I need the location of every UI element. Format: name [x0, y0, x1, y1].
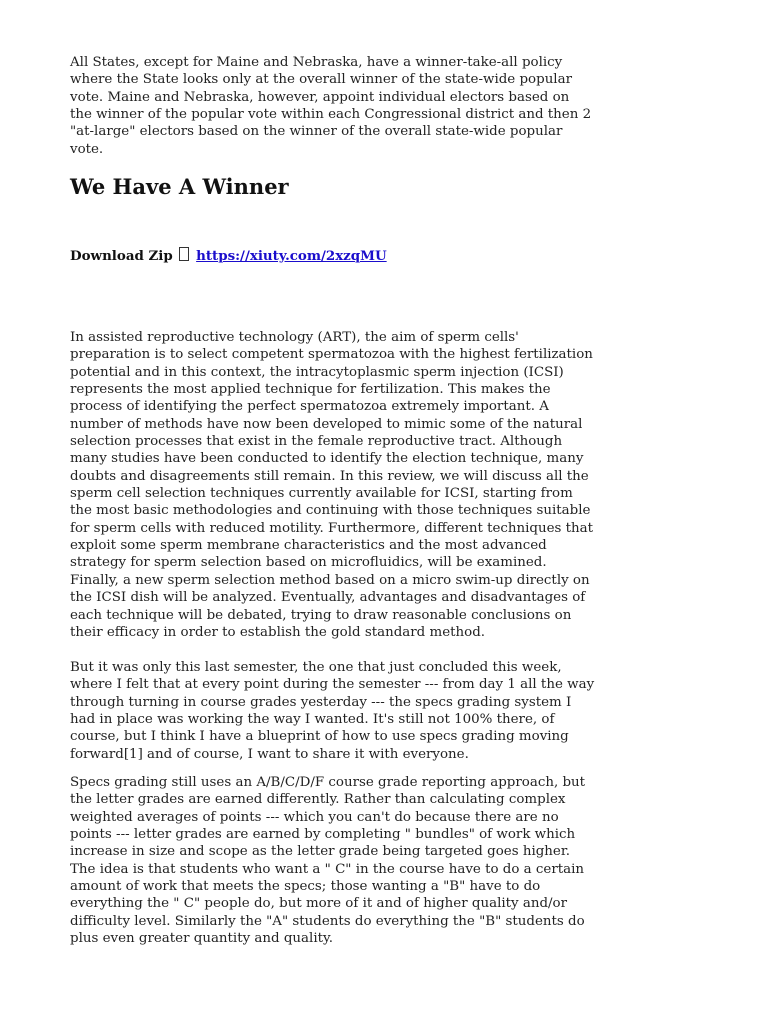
body-paragraph — [70, 329, 593, 641]
text-line: exploit some sperm membrane characteristics and the most advanced — [70, 538, 547, 554]
text-line: the letter grades are earned differently. Rather than calculating complex — [70, 792, 566, 808]
text-line: In assisted reproductive technology (ART), the aim of sperm cells' — [70, 330, 519, 345]
download-line — [70, 247, 387, 264]
intro-paragraph — [70, 54, 591, 158]
text-line: The idea is that students who want a " C" in the course have to do a certain — [70, 861, 584, 877]
text-line: their efficacy in order to establish the gold standard method. — [70, 624, 486, 640]
text-line: forward[1] and of course, I want to share it with everyone. — [70, 746, 469, 762]
text-line: points --- letter grades are earned by completing " bundles" of work which — [70, 827, 576, 843]
text-line: plus even greater quantity and quality. — [70, 931, 334, 947]
text-line: preparation is to select competent spermatozoa with the highest fertilization — [70, 347, 593, 363]
text-line: represents the most applied technique for fertilization. This makes the — [70, 382, 551, 398]
text-line: process of identifying the perfect spermatozoa extremely important. A — [70, 399, 549, 415]
text-line: difficulty level. Similarly the "A" students do everything the "B" students do — [70, 913, 585, 929]
text-line: But it was only this last semester, the one that just concluded this week, — [70, 660, 562, 675]
download-link[interactable]: https://xiuty.com/2xzqMU — [196, 248, 387, 264]
text-line: "at-large" electors based on the winner of the overall state-wide popular — [70, 124, 563, 140]
text-line: the most basic methodologies and continuing with those techniques suitable — [70, 503, 591, 519]
text-line: vote. Maine and Nebraska, however, appoint individual electors based on — [70, 89, 570, 105]
text-line: where the State looks only at the overall winner of the state-wide popular — [70, 72, 572, 88]
body-paragraph — [70, 774, 585, 947]
text-line: for sperm cells with reduced motility. Furthermore, different techniques that — [70, 520, 594, 536]
text-line: many studies have been conducted to identify the election technique, many — [70, 451, 584, 467]
body-paragraph — [70, 659, 594, 763]
text-line: course, but I think I have a blueprint of how to use specs grading moving — [70, 729, 569, 745]
text-line: selection processes that exist in the female reproductive tract. Although — [70, 434, 563, 450]
text-line: had in place was working the way I wanted. It's still not 100% there, of — [70, 712, 555, 728]
text-line: strategy for sperm selection based on microfluidics, will be examined. — [70, 555, 547, 571]
page-heading: We Have A Winner — [70, 174, 289, 199]
text-line: All States, except for Maine and Nebraska, have a winner-take-all policy — [70, 55, 563, 70]
text-line: vote. — [70, 141, 104, 157]
text-line: everything the " C" people do, but more of it and of higher quality and/or — [70, 896, 567, 912]
download-label: Download Zip — [70, 248, 173, 264]
text-line: Finally, a new sperm selection method based on a micro swim-up directly on — [70, 572, 590, 588]
missing-glyph-icon — [179, 247, 189, 261]
text-line: each technique will be debated, trying to draw reasonable conclusions on — [70, 607, 572, 623]
text-line: where I felt that at every point during the semester --- from day 1 all the way — [70, 677, 595, 693]
text-line: potential and in this context, the intracytoplasmic sperm injection (ICSI) — [70, 364, 564, 380]
text-line: through turning in course grades yesterday --- the specs grading system I — [70, 694, 572, 710]
text-line: Specs grading still uses an A/B/C/D/F course grade reporting approach, but — [70, 775, 586, 790]
text-line: weighted averages of points --- which you can't do because there are no — [70, 809, 559, 825]
text-line: the winner of the popular vote within each Congressional district and then 2 — [70, 107, 592, 123]
text-line: number of methods have now been developed to mimic some of the natural — [70, 416, 583, 432]
text-line: the ICSI dish will be analyzed. Eventually, advantages and disadvantages of — [70, 590, 586, 606]
text-line: increase in size and scope as the letter grade being targeted goes higher. — [70, 844, 571, 860]
text-line: doubts and disagreements still remain. In this review, we will discuss all the — [70, 468, 589, 484]
text-line: sperm cell selection techniques currently available for ICSI, starting from — [70, 486, 573, 502]
text-line: amount of work that meets the specs; those wanting a "B" have to do — [70, 879, 541, 895]
